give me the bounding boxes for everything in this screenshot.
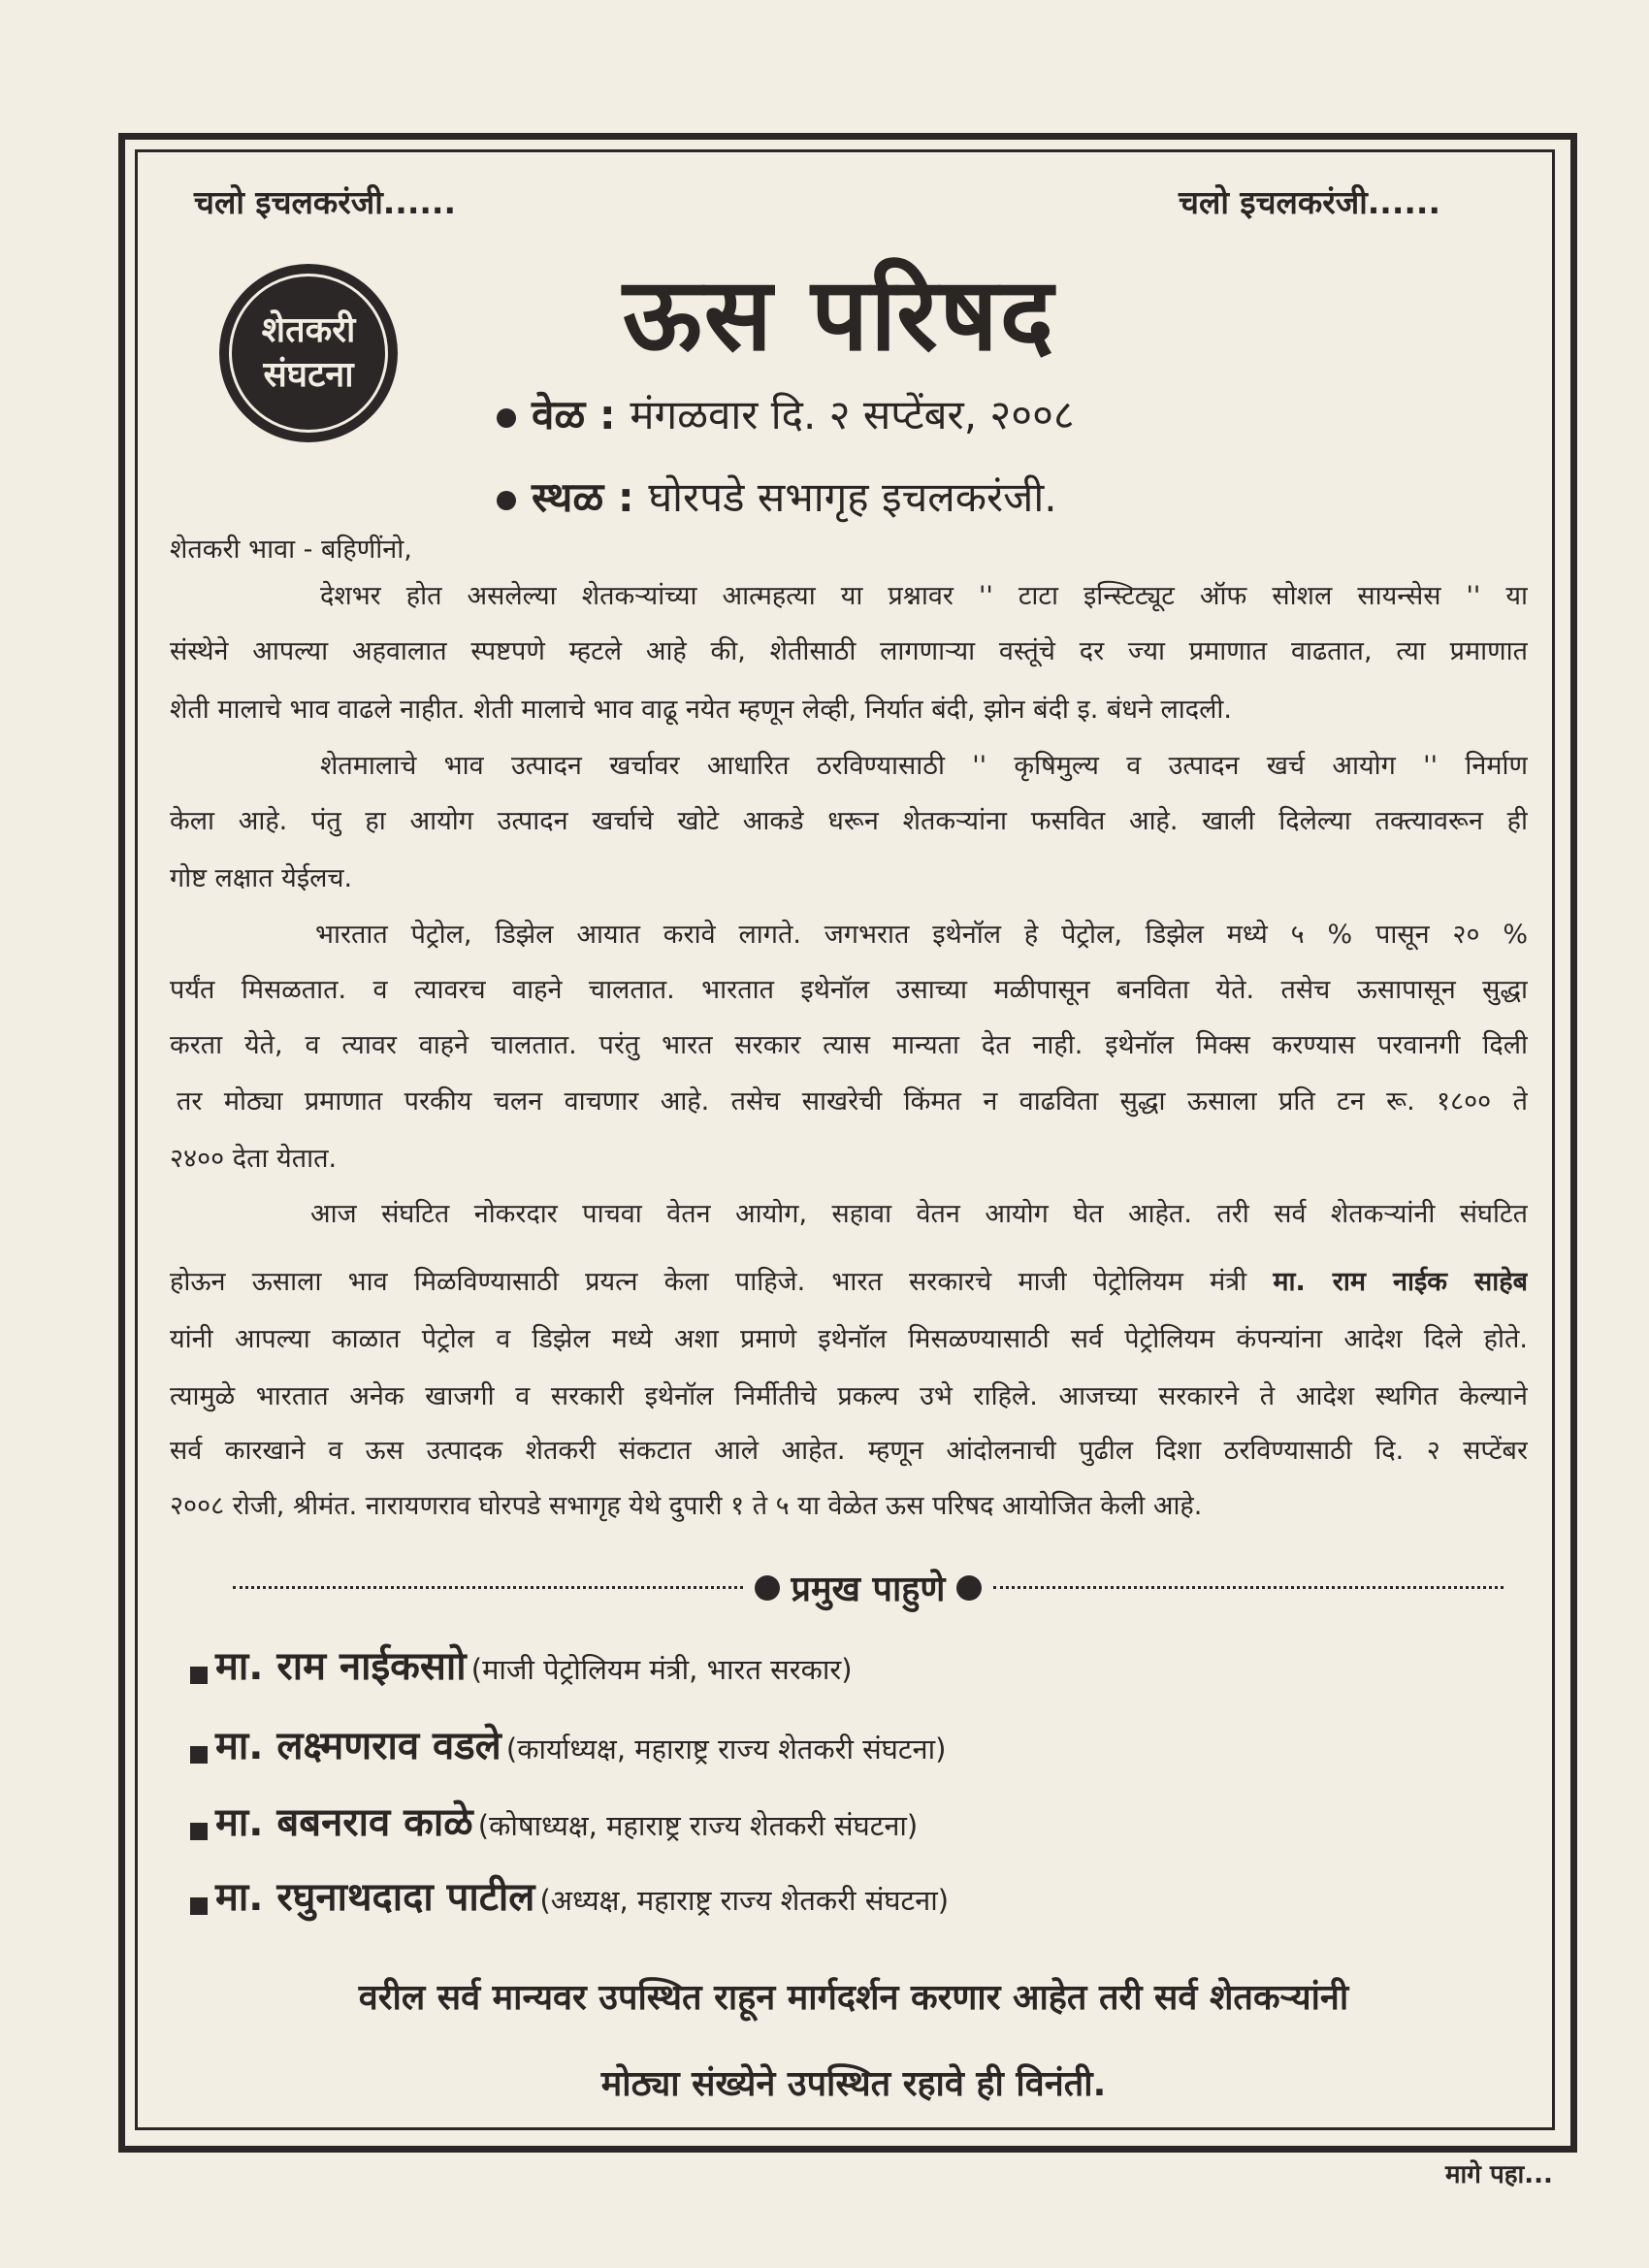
body-line: २००८ रोजी, श्रीमंत. नारायणराव घोरपडे सभागृह येथे दुपारी १ ते ५ या वेळेत ऊस परिषद आयोजित केली आहे. xyxy=(170,1491,1203,1521)
body-line: २४०० देता येतात. xyxy=(170,1144,338,1174)
slogan-left: चलो इचलकरंजी...... xyxy=(194,183,456,221)
guest-role: (कोषाध्यक्ष, महाराष्ट्र राज्य शेतकरी संघटना) xyxy=(477,1809,919,1842)
bullet-icon xyxy=(755,1575,780,1601)
square-bullet-icon xyxy=(190,1823,208,1840)
guest-item xyxy=(190,1868,949,1922)
guest-item xyxy=(190,1794,918,1847)
time-value: मंगळवार दि. २ सप्टेंबर, २००८ xyxy=(630,391,1075,438)
closing-line-2: मोठ्या संख्येने उपस्थित रहावे ही विनंती. xyxy=(600,2064,1107,2104)
body-line: त्यामुळे भारतात अनेक खाजगी व सरकारी इथेनॉल निर्मीतीचे प्रकल्प उभे राहिले. आजच्या सरकारने ते आदेश स्थगित केल्याने xyxy=(170,1381,1528,1411)
body-line: तर मोठ्या प्रमाणात परकीय चलन वाचणार आहे. तसेच साखरेची किंमत न वाढविता सुद्धा ऊसाला प्रति टन रू. १८०० ते xyxy=(177,1086,1528,1117)
body-line: आज संघटित नोकरदार पाचवा वेतन आयोग, सहावा वेतन आयोग घेत आहेत. तरी सर्व शेतकऱ्यांनी संघटित xyxy=(310,1199,1528,1229)
body-line: केला आहे. पंतु हा आयोग उत्पादन खर्चाचे खोटे आकडे धरून शेतकऱ्यांना फसवित आहे. खाली दिलेल्या तक्त्यावरून ही xyxy=(170,806,1528,836)
turn-over-note: मागे पहा... xyxy=(1445,2160,1553,2189)
guests-heading-text: प्रमुख पाहुणे xyxy=(791,1570,946,1609)
body-line: भारतात पेट्रोल, डिझेल आयात करावे लागते. जगभरात इथेनॉल हे पेट्रोल, डिझेल मध्ये ५ % पासून २० % xyxy=(315,920,1528,950)
time-label: वेळ : xyxy=(532,391,616,438)
logo-text-1: शेतकरी xyxy=(261,310,356,350)
event-place xyxy=(497,469,1057,524)
guest-name: मा. रघुनाथदादा पाटील xyxy=(215,1875,535,1920)
body-line-text: होऊन ऊसाला भाव मिळविण्यासाठी प्रयत्न केला पाहिजे. भारत सरकारचे माजी पेट्रोलियम मंत्री xyxy=(170,1267,1247,1297)
body-line: करता येते, व त्यावर वाहने चालतात. परंतु भारत सरकार त्यास मान्यता देत नाही. इथेनॉल मिक्स करण्यास परवानगी दिली xyxy=(170,1030,1528,1060)
square-bullet-icon xyxy=(190,1746,208,1764)
place-label: स्थळ : xyxy=(532,473,634,521)
place-value: घोरपडे सभागृह इचलकरंजी. xyxy=(648,473,1057,521)
guest-item xyxy=(190,1637,853,1691)
guest-name: मा. बबनराव काळे xyxy=(215,1800,473,1845)
guest-role: (कार्याध्यक्ष, महाराष्ट्र राज्य शेतकरी संघटना) xyxy=(505,1733,947,1766)
closing-line-1: वरील सर्व मान्यवर उपस्थित राहून मार्गदर्शन करणार आहेत तरी सर्व शेतकऱ्यांनी xyxy=(358,1978,1349,2018)
body-line: पर्यंत मिसळतात. व त्यावरच वाहने चालतात. भारतात इथेनॉल उसाच्या मळीपासून बनविता येते. तसेच ऊसापासून सुद्धा xyxy=(170,975,1528,1005)
body-line: शेती मालाचे भाव वाढले नाहीत. शेती मालाचे भाव वाढू नयेत म्हणून लेव्ही, निर्यात बंदी, झोन बंदी इ. बंधने लादली. xyxy=(170,695,1233,725)
square-bullet-icon xyxy=(190,1667,208,1684)
body-line: शेतमालाचे भाव उत्पादन खर्चावर आधारित ठरविण्यासाठी '' कृषिमुल्य व उत्पादन खर्च आयोग '' निर्माण xyxy=(320,751,1528,781)
event-time xyxy=(497,386,1075,441)
body-line xyxy=(170,1263,1528,1302)
bullet-icon xyxy=(497,491,516,510)
guest-name: मा. लक्ष्मणराव वडले xyxy=(215,1724,501,1768)
guest-item xyxy=(190,1717,946,1770)
salutation: शेतकरी भावा - बहिणींनो, xyxy=(170,535,412,565)
body-line: यांनी आपल्या काळात पेट्रोल व डिझेल मध्ये अशा प्रमाणे इथेनॉल मिसळण्यासाठी सर्व पेट्रोलियम कंपन्यांना आदेश दिले होते. xyxy=(170,1324,1528,1354)
bullet-icon xyxy=(956,1575,982,1601)
guest-role: (अध्यक्ष, महाराष्ट्र राज्य शेतकरी संघटना) xyxy=(539,1884,950,1917)
page-title: ऊस परिषद xyxy=(622,255,1056,373)
logo-text-2: संघटना xyxy=(263,355,354,395)
body-line: देशभर होत असलेल्या शेतकऱ्यांच्या आत्महत्या या प्रश्नावर '' टाटा इन्स्टिट्यूट ऑफ सोशल सायन्सेस '' या xyxy=(320,581,1528,611)
square-bullet-icon xyxy=(190,1897,208,1915)
slogan-right: चलो इचलकरंजी...... xyxy=(1179,183,1440,221)
guest-role: (माजी पेट्रोलियम मंत्री, भारत सरकार) xyxy=(470,1653,853,1686)
dotted-rule xyxy=(993,1586,1504,1589)
bullet-icon xyxy=(497,408,516,428)
body-line: गोष्ट लक्षात येईलच. xyxy=(170,863,353,893)
body-line: सर्व कारखाने व ऊस उत्पादक शेतकरी संकटात आले आहेत. म्हणून आंदोलनाची पुढील दिशा ठरविण्यासाठी दि. २ सप्टेंबर xyxy=(170,1436,1528,1466)
dotted-rule xyxy=(233,1586,743,1589)
guest-name: मा. राम नाईकसाो xyxy=(215,1644,467,1689)
body-line: संस्थेने आपल्या अहवालात स्पष्टपणे म्हटले आहे की, शेतीसाठी लागणाऱ्या वस्तूंचे दर ज्या प्रमाणात वाढतात, त्या प्रमाणात xyxy=(170,636,1528,666)
highlighted-name: मा. राम नाईक साहेब xyxy=(1273,1267,1528,1297)
guests-heading xyxy=(233,1564,1504,1611)
